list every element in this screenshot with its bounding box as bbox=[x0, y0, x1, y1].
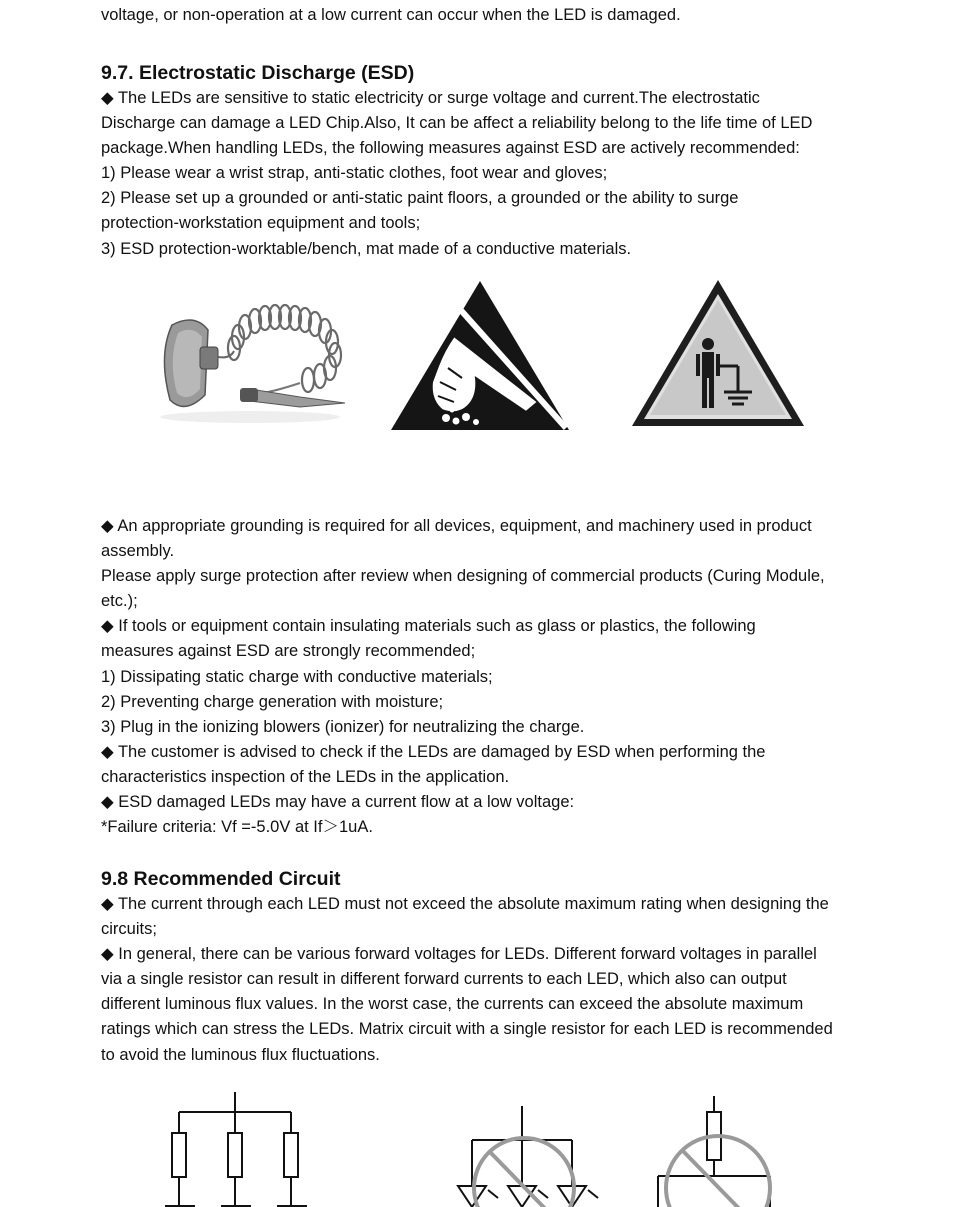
esd-sensitive-symbol bbox=[388, 278, 572, 434]
paragraph-line: ◆ An appropriate grounding is required for all devices, equipment, and machinery used in product bbox=[101, 517, 812, 535]
paragraph-line: package.When handling LEDs, the following measures against ESD are actively recommended: bbox=[101, 139, 800, 158]
paragraph-line: ◆ ESD damaged LEDs may have a current flow at a low voltage: bbox=[101, 793, 575, 812]
section-esd bbox=[101, 61, 861, 262]
wrist-strap-image bbox=[150, 285, 350, 425]
not-recommended-parallel-circuit bbox=[452, 1090, 602, 1207]
section-heading-circuit: 9.8 Recommended Circuit bbox=[101, 868, 341, 890]
paragraph-line: ◆ The customer is advised to check if the LEDs are damaged by ESD when performing the bbox=[101, 742, 766, 761]
section-circuit bbox=[101, 867, 861, 1068]
not-recommended-series-circuit bbox=[652, 1090, 782, 1207]
paragraph-line: ◆ In general, there can be various forward voltages for LEDs. Different forward voltages in parallel bbox=[101, 945, 817, 964]
paragraph-line: characteristics inspection of the LEDs in the application. bbox=[101, 767, 510, 786]
paragraph-line: 1) Dissipating static charge with conductive materials; bbox=[101, 667, 493, 686]
paragraph-line: protection-workstation equipment and tools; bbox=[101, 214, 421, 233]
paragraph-line: Discharge can damage a LED Chip.Also, It can be affect a reliability belong to the life time of LED bbox=[101, 114, 813, 133]
paragraph-line: 2) Preventing charge generation with moisture; bbox=[101, 692, 444, 711]
paragraph-line: etc.); bbox=[101, 592, 138, 611]
circuit-diagrams-row bbox=[0, 1090, 960, 1207]
paragraph-line: measures against ESD are strongly recommended; bbox=[101, 642, 476, 661]
paragraph-line: different luminous flux values. In the worst case, the currents can exceed the absolute maximum bbox=[101, 995, 804, 1014]
paragraph-line: ◆ The LEDs are sensitive to static electricity or surge voltage and current.The electrostatic bbox=[101, 89, 760, 107]
paragraph-line: ◆ If tools or equipment contain insulating materials such as glass or plastics, the following bbox=[101, 617, 756, 636]
paragraph-line: Please apply surge protection after review when designing of commercial products (Curing Module, bbox=[101, 567, 825, 586]
paragraph-line: 1) Please wear a wrist strap, anti-static clothes, foot wear and gloves; bbox=[101, 164, 608, 183]
paragraph-line: 3) ESD protection-worktable/bench, mat made of a conductive materials. bbox=[101, 239, 632, 258]
paragraph-line: ratings which can stress the LEDs. Matrix circuit with a single resistor for each LED is recommended bbox=[101, 1020, 833, 1039]
grounding-warning-symbol bbox=[628, 276, 808, 432]
esd-figures-row bbox=[0, 270, 960, 470]
paragraph-line: ◆ The current through each LED must not exceed the absolute maximum rating when designing the bbox=[101, 895, 829, 913]
section-esd-continued bbox=[101, 514, 861, 840]
paragraph-line: voltage, or non-operation at a low current can occur when the LED is damaged. bbox=[101, 6, 681, 24]
paragraph-line: 2) Please set up a grounded or anti-static paint floors, a grounded or the ability to surge bbox=[101, 189, 739, 208]
paragraph-line: via a single resistor can result in different forward currents to each LED, which also can output bbox=[101, 970, 787, 989]
paragraph-line: assembly. bbox=[101, 542, 175, 561]
recommended-matrix-circuit bbox=[165, 1090, 310, 1207]
text-block-top bbox=[101, 3, 861, 28]
section-heading-esd: 9.7. Electrostatic Discharge (ESD) bbox=[101, 62, 415, 84]
paragraph-line: circuits; bbox=[101, 920, 157, 939]
paragraph-line: *Failure criteria: Vf =-5.0V at If＞1uA. bbox=[101, 818, 373, 837]
paragraph-line: 3) Plug in the ionizing blowers (ionizer) for neutralizing the charge. bbox=[101, 717, 585, 736]
paragraph-line: to avoid the luminous flux fluctuations. bbox=[101, 1045, 380, 1064]
